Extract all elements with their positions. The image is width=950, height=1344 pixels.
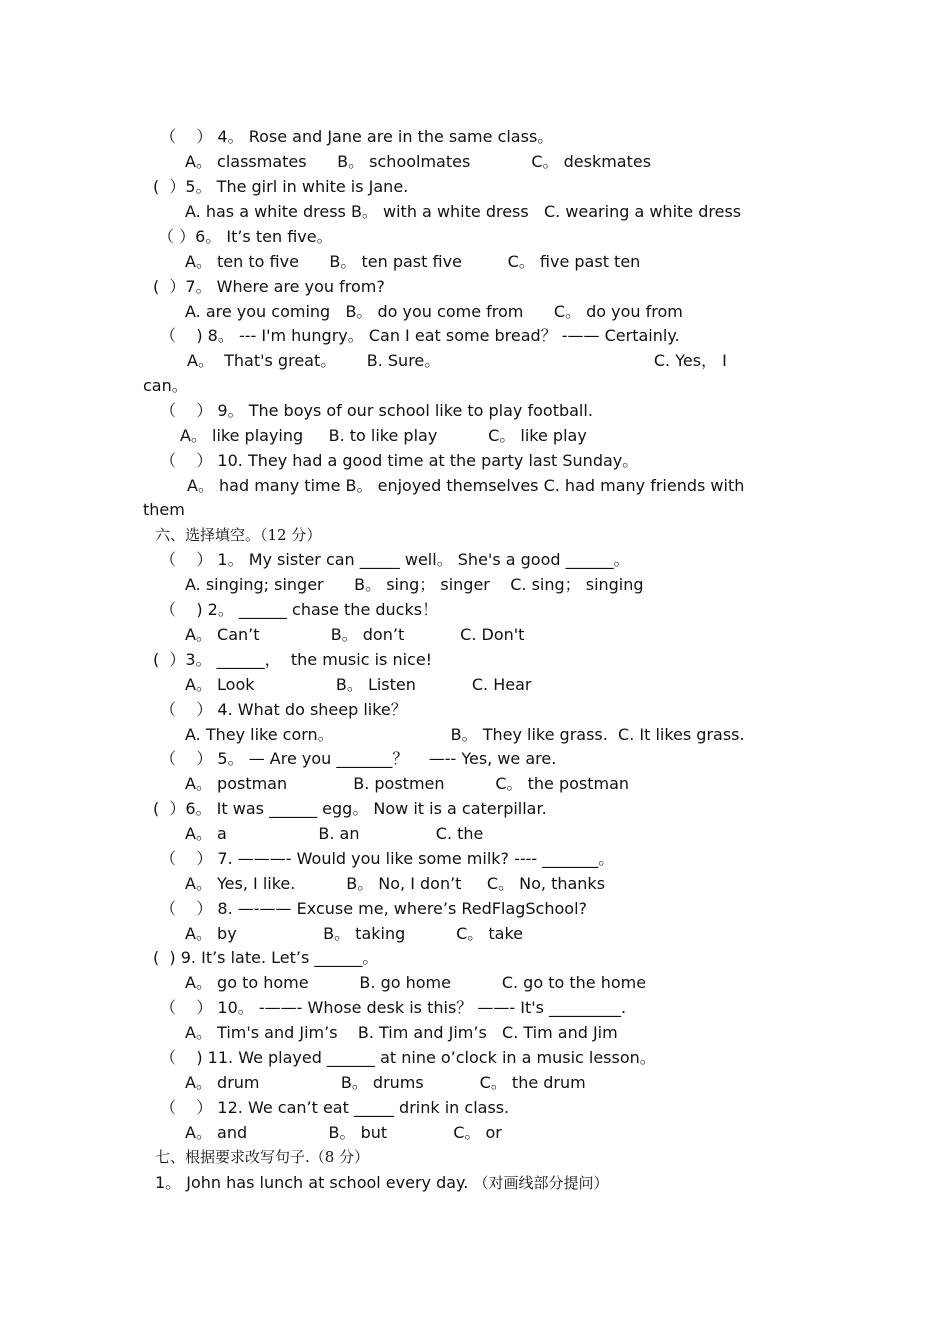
p7-q1-note: （对画线部分提问） bbox=[473, 1174, 609, 1192]
p6-q11-stem: （ ) 11. We played ______ at nine o’clock in a music lesson。 bbox=[160, 1048, 656, 1067]
p5-q8-options-cont: can。 bbox=[143, 376, 188, 395]
p5-q9-stem: （ ） 9。 The boys of our school like to play football. bbox=[160, 401, 593, 420]
p5-q8-options: A。 That's great。 B. Sure。 C. Yes， I bbox=[187, 351, 727, 370]
p6-q6-stem: ( ）6。 It was ______ egg。 Now it is a caterpillar. bbox=[153, 799, 547, 818]
p6-q7-options: A。 Yes, I like. B。 No, I don’t C。 No, thanks bbox=[185, 874, 606, 893]
p5-q10-stem: （ ） 10. They had a good time at the party last Sunday。 bbox=[160, 451, 639, 470]
p6-q10-stem: （ ） 10。 -——- Whose desk is this？ ——- It's _________. bbox=[160, 998, 627, 1017]
p5-q8-stem: （ ) 8。 --- I'm hungry。 Can I eat some bread？ -—— Certainly. bbox=[160, 326, 680, 345]
p6-q3-options: A。 Look B。 Listen C. Hear bbox=[185, 675, 532, 694]
p5-q6-stem: （ ）6。 It’s ten five。 bbox=[158, 227, 333, 246]
p5-q4-stem: （ ） 4。 Rose and Jane are in the same class。 bbox=[160, 127, 554, 146]
p6-q4-stem: （ ） 4. What do sheep like？ bbox=[160, 700, 407, 719]
p7-q1 bbox=[155, 1173, 950, 1193]
p6-q6-options: A。 a B. an C. the bbox=[185, 824, 484, 843]
p6-q12-options: A。 and B。 but C。 or bbox=[185, 1123, 502, 1142]
p6-q3-stem: ( ）3。 ______， the music is nice! bbox=[153, 650, 433, 669]
p6-q1-stem: （ ） 1。 My sister can _____ well。 She's a good ______。 bbox=[160, 550, 630, 569]
p6-q7-stem: （ ） 7. ———- Would you like some milk? ---- _______。 bbox=[160, 849, 615, 868]
p6-q9-stem: ( ) 9. It’s late. Let’s ______。 bbox=[153, 948, 379, 967]
part7-title: 七、根据要求改写句子.（8 分） bbox=[155, 1148, 370, 1166]
part6-title: 六、选择填空。（12 分） bbox=[155, 526, 322, 544]
p5-q10-options: A。 had many time B。 enjoyed themselves C. had many friends with bbox=[187, 476, 745, 495]
p5-q7-options: A. are you coming B。 do you come from C。 do you from bbox=[185, 302, 683, 321]
p5-q7-stem: ( ）7。 Where are you from? bbox=[153, 277, 385, 296]
p7-q1-text: 1。 John has lunch at school every day. bbox=[155, 1173, 469, 1192]
p5-q9-options: A。 like playing B. to like play C。 like play bbox=[180, 426, 587, 445]
p5-q5-options: A. has a white dress B。 with a white dress C. wearing a white dress bbox=[185, 202, 742, 221]
p6-q9-options: A。 go to home B. go home C. go to the home bbox=[185, 973, 647, 992]
p6-q2-options: A。 Can’t B。 don’t C. Don't bbox=[185, 625, 525, 644]
p5-q10-options-cont: them bbox=[143, 500, 185, 519]
p6-q2-stem: （ ) 2。 ______ chase the ducks！ bbox=[160, 600, 439, 619]
p6-q4-options: A. They like corn。 B。 They like grass. C. It likes grass. bbox=[185, 725, 745, 744]
p6-q5-stem: （ ） 5。 — Are you _______？ —-- Yes, we are. bbox=[160, 749, 557, 768]
p6-q8-options: A。 by B。 taking C。 take bbox=[185, 924, 524, 943]
p6-q12-stem: （ ） 12. We can’t eat _____ drink in class. bbox=[160, 1098, 510, 1117]
p6-q8-stem: （ ） 8. —-—— Excuse me, where’s RedFlagSchool? bbox=[160, 899, 588, 918]
p5-q4-options: A。 classmates B。 schoolmates C。 deskmates bbox=[185, 152, 652, 171]
p5-q5-stem: ( ）5。 The girl in white is Jane. bbox=[153, 177, 409, 196]
p6-q10-options: A。 Tim's and Jim’s B. Tim and Jim’s C. Tim and Jim bbox=[185, 1023, 618, 1042]
p6-q5-options: A。 postman B. postmen C。 the postman bbox=[185, 774, 630, 793]
p6-q11-options: A。 drum B。 drums C。 the drum bbox=[185, 1073, 586, 1092]
p6-q1-options: A. singing; singer B。 sing； singer C. sing； singing bbox=[185, 575, 644, 594]
p5-q6-options: A。 ten to five B。 ten past five C。 five past ten bbox=[185, 252, 641, 271]
